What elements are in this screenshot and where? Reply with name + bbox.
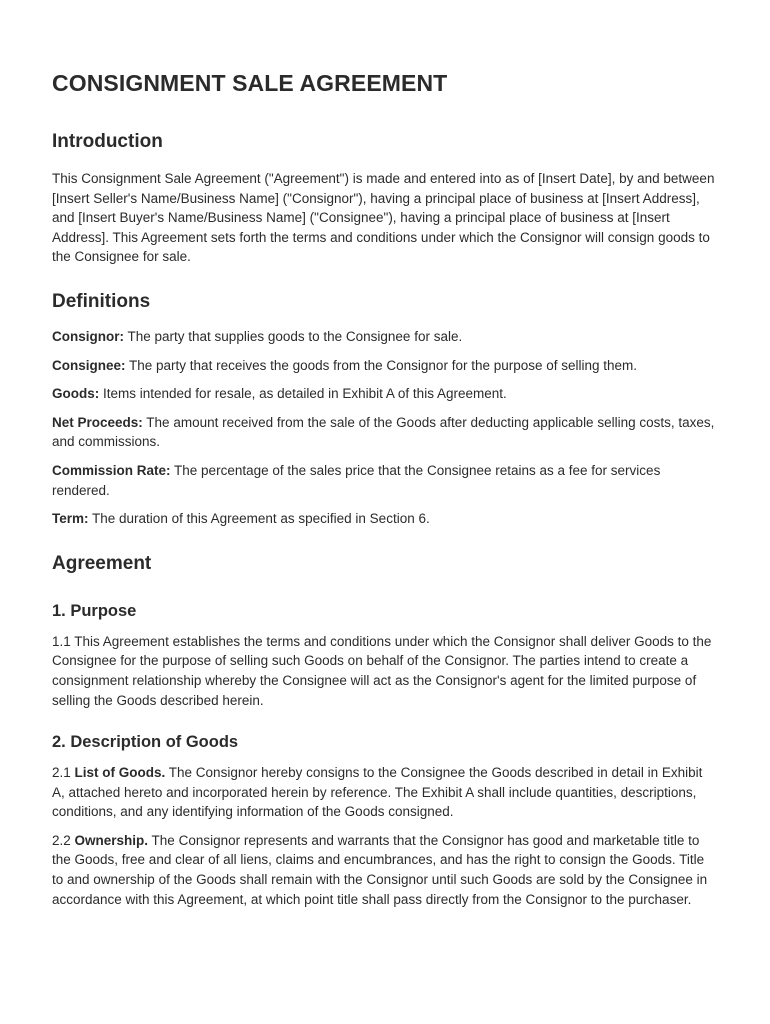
definition-term: Consignee: <box>52 357 126 373</box>
definition-item <box>52 413 718 452</box>
definition-text: The duration of this Agreement as specified in Section 6. <box>88 511 430 527</box>
clause-term: Ownership. <box>74 832 149 848</box>
clause-term: List of Goods. <box>74 765 166 781</box>
definition-term: Term: <box>52 511 89 527</box>
definition-text: The percentage of the sales price that the Consignee retains as a fee for services rendered. <box>52 462 661 498</box>
definition-item <box>52 327 718 347</box>
clause-text: The Consignor hereby consigns to the Consignee the Goods described in detail in Exhibit A, attached hereto and incorporated herein by reference. The Exhibit A shall include quantities, descriptions, conditions, and any identifying information of the Goods consigned. <box>52 765 703 820</box>
clause-number: 2.1 <box>52 765 75 781</box>
clause-2-2 <box>52 831 718 909</box>
introduction-paragraph: This Consignment Sale Agreement ("Agreement") is made and entered into as of [Insert Date], by and between [Insert Seller's Name/Business Name] ("Consignor"), having a principal place of business at [Insert Address], and [Insert Buyer's Name/Business Name] ("Consignee"), having a principal place of business at [Insert Address]. This Agreement sets forth the terms and conditions under which the Consignor will consign goods to the Consignee for sale. <box>52 171 715 265</box>
definition-text: The party that receives the goods from the Consignor for the purpose of selling them. <box>125 357 638 373</box>
document-title: CONSIGNMENT SALE AGREEMENT <box>52 70 448 96</box>
section-2-heading: 2. Description of Goods <box>52 733 239 752</box>
clause-number: 2.2 <box>52 832 75 848</box>
definition-term: Goods: <box>52 386 100 402</box>
definition-item <box>52 384 718 404</box>
definition-term: Commission Rate: <box>52 462 171 478</box>
definition-term: Consignor: <box>52 328 124 344</box>
definition-text: The party that supplies goods to the Consignee for sale. <box>124 328 463 344</box>
clause-text: The Consignor represents and warrants that the Consignor has good and marketable title to the Goods, free and clear of all liens, claims and encumbrances, and has the right to consign the Goods. Title to and ownership of the Goods shall remain with the Consignor until such Goods are sold by the Consignee in accordance with this Agreement, at which point title shall pass directly from the Consignor to the purchaser. <box>52 832 708 907</box>
section-1-heading: 1. Purpose <box>52 601 137 620</box>
definitions-heading: Definitions <box>52 290 151 312</box>
definition-item <box>52 461 718 500</box>
section-1-paragraph: 1.1 This Agreement establishes the terms and conditions under which the Consignor shall deliver Goods to the Consignee for the purpose of selling such Goods on behalf of the Consignor. The parties intend to create a consignment relationship whereby the Consignee will act as the Consignor's agent for the limited purpose of selling the Goods described herein. <box>52 633 712 708</box>
clause-2-1 <box>52 763 718 822</box>
definition-item <box>52 356 718 376</box>
agreement-heading: Agreement <box>52 552 152 574</box>
definition-text: Items intended for resale, as detailed in Exhibit A of this Agreement. <box>99 386 507 402</box>
definition-item <box>52 509 718 529</box>
definition-text: The amount received from the sale of the Goods after deducting applicable selling costs, taxes, and commissions. <box>52 414 715 450</box>
definition-term: Net Proceeds: <box>52 414 143 430</box>
introduction-heading: Introduction <box>52 131 163 152</box>
